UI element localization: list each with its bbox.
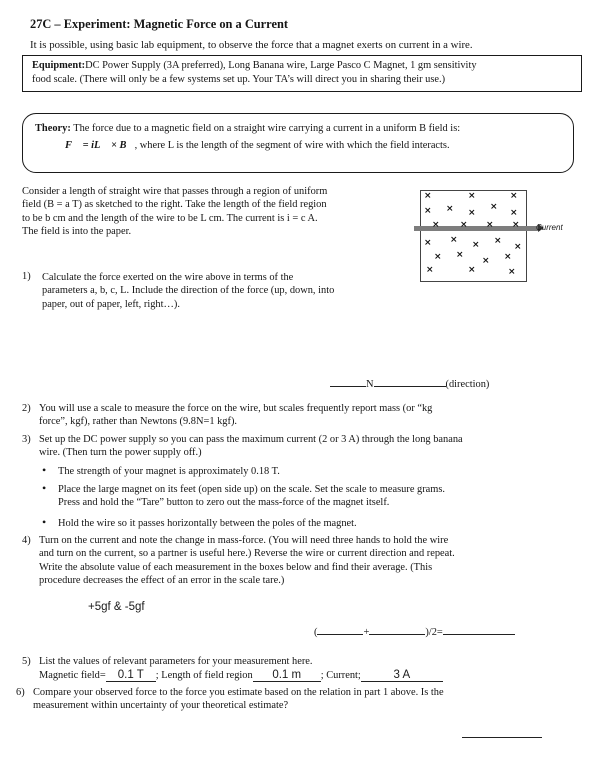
q3-bullet-2-line: Place the large magnet on its feet (open side up) on the scale. Set the scale to measure grams. [58, 484, 446, 495]
q5-values-line [39, 669, 443, 682]
avg-close: )/2= [425, 627, 443, 638]
force-formula: F⃗ = iL⃗ × B⃗ [65, 140, 135, 151]
q4-text [39, 534, 455, 588]
q6-number: 6) [16, 687, 25, 698]
q6-line: measurement within uncertainty of your theoretical estimate? [33, 700, 289, 712]
magnetic-field-value[interactable]: 0.1 T [106, 669, 156, 682]
q3-text [39, 433, 463, 460]
x-mark: × [508, 267, 516, 277]
q1-text [42, 271, 334, 311]
x-mark: × [510, 208, 518, 218]
q1-line: parameters a, b, c, L. Include the direction of the force (up, down, into [42, 285, 335, 297]
current-value[interactable]: 3 A [361, 669, 443, 682]
equipment-label: Equipment: [32, 60, 86, 71]
x-mark: × [486, 220, 494, 230]
q1-direction-label: (direction) [445, 379, 490, 390]
q4-line: Turn on the current and note the change in mass-force. (You will need three hands to hold the wire [39, 535, 449, 546]
q5-line-1: List the values of relevant parameters for your measurement here. [39, 656, 313, 667]
avg-open-paren: ( [314, 627, 318, 638]
x-mark: × [514, 242, 522, 252]
q1-line: paper, out of paper, left, right…). [42, 298, 180, 310]
equipment-text-1: DC Power Supply (3A preferred), Long Banana wire, Large Pasco C Magnet, 1 gm sensitivity [85, 60, 477, 71]
equipment-box [22, 55, 582, 92]
equipment-line-1 [32, 59, 477, 72]
x-mark: × [426, 265, 434, 275]
q6-answer-field[interactable] [462, 737, 542, 738]
intro-text: It is possible, using basic lab equipment, to observe the force that a magnet exerts on current in a wire. [30, 39, 473, 51]
q6-line: Compare your observed force to the force you estimate based on the relation in part 1 above. Is the [33, 687, 444, 698]
q2-line: You will use a scale to measure the force on the wire, but scales frequently report mass (or “kg [39, 403, 433, 414]
q2-line: force”, kgf), rather than Newtons (9.8N=1 kgf). [39, 416, 238, 428]
setup-paragraph [22, 185, 327, 239]
q4-line: procedure decreases the effect of an error in the scale tare.) [39, 575, 285, 587]
q1-unit: N [366, 379, 374, 390]
formula-tail: , where L is the length of the segment of wire with which the field interacts. [134, 140, 450, 151]
q3-bullet-3: Hold the wire so it passes horizontally between the poles of the magnet. [58, 518, 357, 529]
q4-number: 4) [22, 535, 31, 546]
current-label: Current [536, 223, 563, 232]
measurement-2-field[interactable] [369, 624, 425, 635]
setup-line: field (B = a T) as sketched to the right. Take the length of the field region [22, 199, 327, 211]
average-field[interactable] [443, 624, 515, 635]
x-mark: × [494, 236, 502, 246]
x-mark: × [434, 252, 442, 262]
x-mark: × [512, 220, 520, 230]
magnetic-field-label: Magnetic field= [39, 670, 106, 681]
x-mark: × [468, 265, 476, 275]
length-value[interactable]: 0.1 m [253, 669, 321, 682]
x-mark: × [468, 208, 476, 218]
q1-number: 1) [22, 271, 31, 282]
q3-bullet-1: The strength of your magnet is approximately 0.18 T. [58, 466, 280, 477]
x-mark: × [504, 252, 512, 262]
direction-answer-field[interactable] [374, 376, 446, 387]
length-label: ; Length of field region [155, 670, 253, 681]
x-mark: × [432, 220, 440, 230]
x-mark: × [424, 191, 432, 201]
setup-line: to be b cm and the length of the wire to be L cm. The current is i = c A. [22, 212, 318, 224]
q2-text [39, 402, 432, 429]
q3-number: 3) [22, 434, 31, 445]
q4-line: and turn on the current, so a partner is useful here.) Reverse the wire or current direction and repeat. [39, 548, 455, 560]
bullet-marker: • [42, 515, 47, 529]
x-mark: × [482, 256, 490, 266]
x-mark: × [424, 238, 432, 248]
q6-text [33, 686, 444, 713]
equipment-line-2: food scale. (There will only be a few systems set up. Your TA’s will direct you in sharing their use.) [32, 74, 446, 85]
field-figure [420, 190, 563, 280]
average-formula [314, 624, 515, 639]
x-mark: × [456, 250, 464, 260]
bullet-marker: • [42, 481, 47, 495]
theory-line-2 [65, 139, 450, 152]
q1-answer-line [330, 376, 489, 391]
x-mark: × [424, 206, 432, 216]
x-mark: × [468, 191, 476, 201]
measurement-1-field[interactable] [317, 624, 363, 635]
q5-number: 5) [22, 656, 31, 667]
setup-line: The field is into the paper. [22, 226, 132, 238]
q3-line: wire. (Then turn the power supply off.) [39, 447, 202, 459]
theory-line-1 [35, 122, 460, 135]
q1-line: Calculate the force exerted on the wire above in terms of the [42, 272, 294, 283]
avg-plus: + [363, 627, 370, 638]
x-mark: × [490, 202, 498, 212]
x-mark: × [510, 191, 518, 201]
theory-label: Theory: [35, 123, 71, 134]
x-mark: × [460, 220, 468, 230]
theory-box [22, 113, 574, 173]
force-answer-field[interactable] [330, 376, 366, 387]
x-mark: × [472, 240, 480, 250]
page-title: 27C – Experiment: Magnetic Force on a Current [30, 17, 288, 31]
x-mark: × [450, 235, 458, 245]
q4-line: Write the absolute value of each measurement in the boxes below and find their average. (This [39, 561, 433, 573]
q3-line: Set up the DC power supply so you can pass the maximum current (2 or 3 A) through the long banana [39, 434, 463, 445]
q4-handwritten-answer[interactable]: +5gf & -5gf [88, 601, 145, 613]
current-label-text: ; Current; [320, 670, 361, 681]
q3-bullet-2-line: Press and hold the “Tare” button to zero out the mass-force of the magnet itself. [58, 497, 390, 509]
x-mark: × [446, 204, 454, 214]
theory-text: The force due to a magnetic field on a straight wire carrying a current in a uniform B field is: [73, 123, 461, 134]
q2-number: 2) [22, 403, 31, 414]
bullet-marker: • [42, 463, 47, 477]
q3-bullet-2 [58, 483, 445, 510]
setup-line: Consider a length of straight wire that passes through a region of uniform [22, 186, 328, 197]
